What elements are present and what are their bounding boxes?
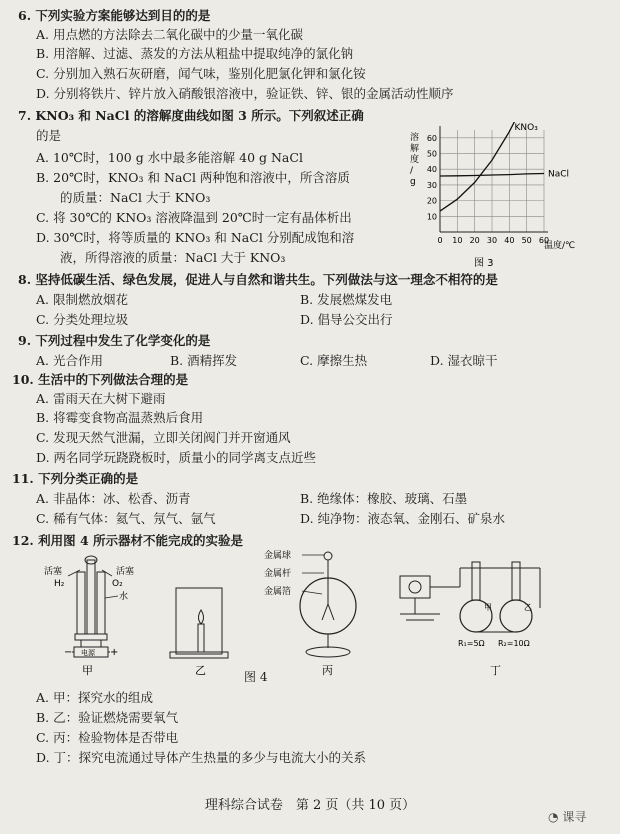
q6-option-d: D. 分别将铁片、锌片放入硝酸银溶液中，验证铁、锌、银的金属活动性顺序 [36,86,454,101]
q6-stem: 6. 下列实验方案能够达到目的的是 [18,8,211,23]
q11-option-b: B. 绝缘体：橡胶、玻璃、石墨 [300,491,468,506]
chart-series-label-kno3: KNO₃ [514,123,538,133]
q12-option-d: D. 丁：探究电流通过导体产生热量的多少与电流大小的关系 [36,750,367,765]
apparatus-ding [400,562,540,677]
page-footer: 理科综合试卷 第 2 页（共 10 页） [204,798,416,813]
jia-plus-label: + [110,647,119,658]
q12-option-a: A. 甲：探究水的组成 [36,690,153,705]
q9-stem: 9. 下列过程中发生了化学变化的是 [18,333,211,348]
q11-option-c: C. 稀有气体：氦气、氖气、氩气 [36,511,216,526]
jia-valve-left-label: 活塞 [44,567,63,577]
jia-gas-right-label: O₂ [112,579,123,589]
chart-x-tick-label: 40 [504,236,515,245]
chart-y-tick-label: 40 [426,165,437,175]
q9-option-d: D. 湿衣晾干 [430,353,498,368]
q10-option-d: D. 两名同学玩跷跷板时，质量小的同学离支点近些 [36,450,317,465]
bing-label: 丙 [322,664,333,677]
q9-option-b: B. 酒精挥发 [170,353,238,368]
chart-y-ticks [427,134,437,221]
q9-option-c: C. 摩擦生热 [300,353,368,368]
q8-option-a: A. 限制燃放烟花 [36,292,128,307]
chart-x-tick-label: 10 [452,236,463,245]
q6-option-c: C. 分别加入熟石灰研磨，闻气味，鉴别化肥氯化钾和氯化铵 [36,66,366,81]
apparatus-yi [170,588,228,677]
q8-option-d: D. 倡导公交出行 [300,312,393,327]
jia-valve-right-label: 活塞 [116,567,135,577]
jia-water-label: 水 [119,592,129,602]
q7-option-d-line2: 液，所得溶液的质量：NaCl 大于 KNO₃ [60,250,286,265]
chart-x-tick-label: 50 [521,236,532,245]
q11-option-a: A. 非晶体：冰、松香、沥青 [36,491,191,506]
chart-caption: 图 3 [474,258,494,269]
q8-stem: 8. 坚持低碳生活、绿色发展，促进人与自然和谐共生。下列做法与这一理念不相符的是 [18,272,498,287]
bing-metal-ball-label: 金属球 [264,551,292,561]
q12-option-c: C. 丙：检验物体是否带电 [36,730,179,745]
yi-label: 乙 [195,664,206,677]
chart-y-tick-label: 10 [426,212,437,222]
q10-option-c: C. 发现天然气泄漏，立即关闭阀门并开窗通风 [36,430,291,445]
chart-y-label-char: / [410,166,414,176]
q10-stem: 10. 生活中的下列做法合理的是 [12,372,189,387]
chart-x-tick-label: 0 [437,236,443,245]
ding-flask-a-label: 甲 [484,603,492,612]
chart-y-tick-label: 50 [426,149,437,159]
q7-stem-line2: 的是 [36,128,62,143]
q7-option-d-line1: D. 30℃时，将等质量的 KNO₃ 和 NaCl 分别配成饱和溶 [36,230,355,245]
chart-y-tick-label: 60 [426,133,437,143]
apparatus-bing [264,549,356,677]
chart-series-group [440,122,569,211]
q11-option-d: D. 纯净物：液态氧、金刚石、矿泉水 [300,511,506,526]
q7-stem-line1: 7. KNO₃ 和 NaCl 的溶解度曲线如图 3 所示。下列叙述正确 [18,108,364,123]
q7-option-b-line1: B. 20℃时，KNO₃ 和 NaCl 两种饱和溶液中，所含溶质 [36,170,350,185]
figure-4-apparatus [40,548,570,683]
watermark-text: 课寻 [562,810,587,824]
jia-gas-left-label: H₂ [54,579,65,589]
bing-metal-foil-label: 金属箔 [264,587,292,597]
bing-metal-rod-label: 金属杆 [264,569,292,579]
chart-y-tick-label: 20 [426,196,437,206]
q8-option-b: B. 发展燃煤发电 [300,292,393,307]
chart-x-tick-label: 60 [538,236,550,245]
q10-option-a: A. 雷雨天在大树下避雨 [36,391,166,406]
chart-x-tick-label: 30 [486,236,498,245]
q6-option-a: A. 用点燃的方法除去二氧化碳中的少量一氧化碳 [36,27,303,42]
chart-series-line [440,122,534,211]
chart-x-ticks [437,236,549,245]
chat-bubble-icon: ◔ [548,810,559,824]
ding-flask-b-label: 乙 [524,603,532,612]
q7-option-a: A. 10℃时，100 g 水中最多能溶解 40 g NaCl [36,150,303,165]
solubility-chart [404,122,614,272]
q12-stem: 12. 利用图 4 所示器材不能完成的实验是 [12,533,244,548]
watermark [548,808,586,825]
ding-label: 丁 [490,664,501,677]
q8-option-c: C. 分类处理垃圾 [36,312,129,327]
ding-r1-label: R₁=5Ω [458,639,485,648]
q7-option-c: C. 将 30℃的 KNO₃ 溶液降温到 20℃时一定有晶体析出 [36,210,352,225]
chart-y-label-char: 度 [410,155,420,165]
chart-y-tick-label: 30 [426,180,437,190]
apparatus-jia [44,556,134,677]
chart-x-tick-label: 20 [469,236,480,245]
q9-option-a: A. 光合作用 [36,353,103,368]
jia-power-label: 电源 [81,649,95,657]
q10-option-b: B. 将霉变食物高温蒸熟后食用 [36,410,204,425]
chart-series-label-nacl: NaCl [548,169,570,180]
figure-4-caption: 图 4 [244,670,268,684]
q6-option-b: B. 用溶解、过滤、蒸发的方法从粗盐中提取纯净的氯化钠 [36,46,354,61]
chart-y-label-char: g [410,177,416,187]
jia-minus-label: − [64,647,73,658]
ding-r2-label: R₂=10Ω [498,639,530,648]
q7-option-b-line2: 的质量：NaCl 大于 KNO₃ [60,190,211,205]
chart-y-axis-label [410,131,419,187]
q12-option-b: B. 乙：验证燃烧需要氧气 [36,710,179,725]
chart-y-label-char: 溶 [410,133,420,143]
chart-x-axis-label: 温度/℃ [544,241,576,251]
chart-grid [440,130,544,232]
q11-stem: 11. 下列分类正确的是 [12,471,139,486]
jia-label: 甲 [82,664,93,677]
chart-y-label-char: 解 [410,144,420,154]
